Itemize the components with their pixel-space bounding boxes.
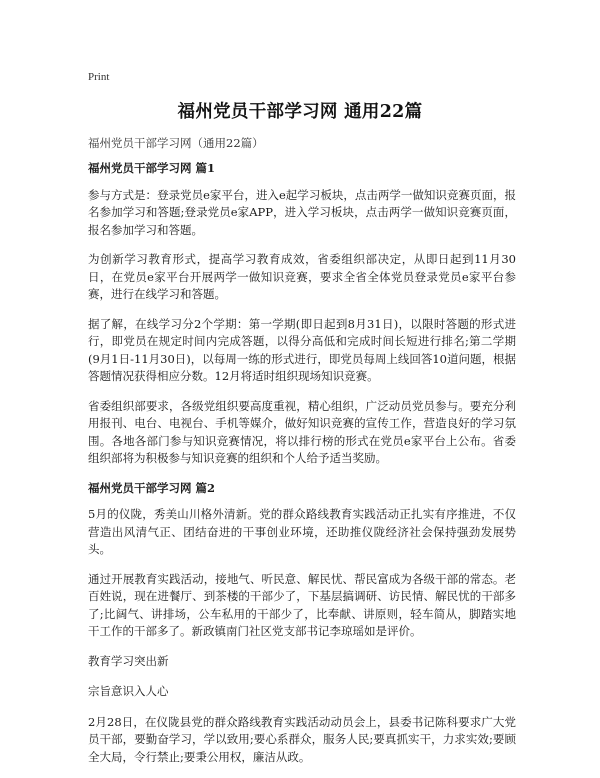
paragraph: 通过开展教育实践活动，接地气、听民意、解民忧、帮民富成为各级干部的常态。老百姓说，现在进餐厅、到茶楼的干部少了，下基层搞调研、访民情、解民忧的干部多了;比阔气、讲排场，公车私用的干部少了，比奉献、讲原则，轻车简从，脚踏实地干工作的干部多了。新政镇南门社区党支部书记李琼瑶如是评价。 (88, 571, 516, 638)
paragraph: 为创新学习教育形式，提高学习教育成效，省委组织部决定，从即日起到11月30日，在党员e家平台开展两学一做知识竞赛，要求全省全体党员登录党员e家平台参赛，进行在线学习和答题。 (88, 252, 516, 301)
paragraph: 5月的仪陇，秀美山川格外清新。党的群众路线教育实践活动正扎实有序推进，不仅营造出风清气正、团结奋进的干事创业环境，还助推仪陇经济社会保持强劲发展势头。 (88, 507, 516, 556)
paragraph: 2月28日，在仪陇县党的群众路线教育实践活动动员会上，县委书记陈科要求广大党员干部，要勤奋学习，学以致用;要心系群众，服务人民;要真抓实干，力求实效;要顾全大局，令行禁止;要秉公用权，廉洁从政。 (88, 714, 516, 764)
print-label: Print (88, 71, 110, 83)
document-title: 福州党员干部学习网 通用22篇 (177, 102, 423, 122)
paragraph: 据了解，在线学习分2个学期：第一学期(即日起到8月31日)，以限时答题的形式进行，即党员在规定时间内完成答题，以得分高低和完成时间长短进行排名;第二学期(9月1日-11月30日)，以每周一练的形式进行，即党员每周上线回答10道问题，根据答题情况获得相应分数。12月将适时组织现场知识竞赛。 (88, 316, 516, 383)
section-heading: 福州党员干部学习网 篇1 (88, 161, 216, 175)
paragraph: 省委组织部要求，各级党组织要高度重视，精心组织，广泛动员党员参与。要充分利用报刊、电台、电视台、手机等媒介，做好知识竞赛的宣传工作，营造良好的学习氛围。各地各部门参与知识竞赛情况，将以排行榜的形式在党员e家平台上公布。省委组织部将为积极参与知识竞赛的组织和个人给予适当奖励。 (88, 398, 516, 465)
section-heading: 福州党员干部学习网 篇2 (88, 480, 216, 495)
paragraph: 参与方式是：登录党员e家平台，进入e起学习板块，点击两学一做知识竞赛页面，报名参加学习和答题;登录党员e家APP，进入学习板块，点击两学一做知识竞赛页面，报名参加学习和答题。 (88, 187, 516, 237)
subheading-line: 宗旨意识入人心 (88, 684, 169, 698)
document-subtitle: 福州党员干部学习网（通用22篇） (88, 136, 264, 150)
subheading-line: 教育学习突出新 (88, 653, 169, 668)
document-body (88, 160, 516, 778)
